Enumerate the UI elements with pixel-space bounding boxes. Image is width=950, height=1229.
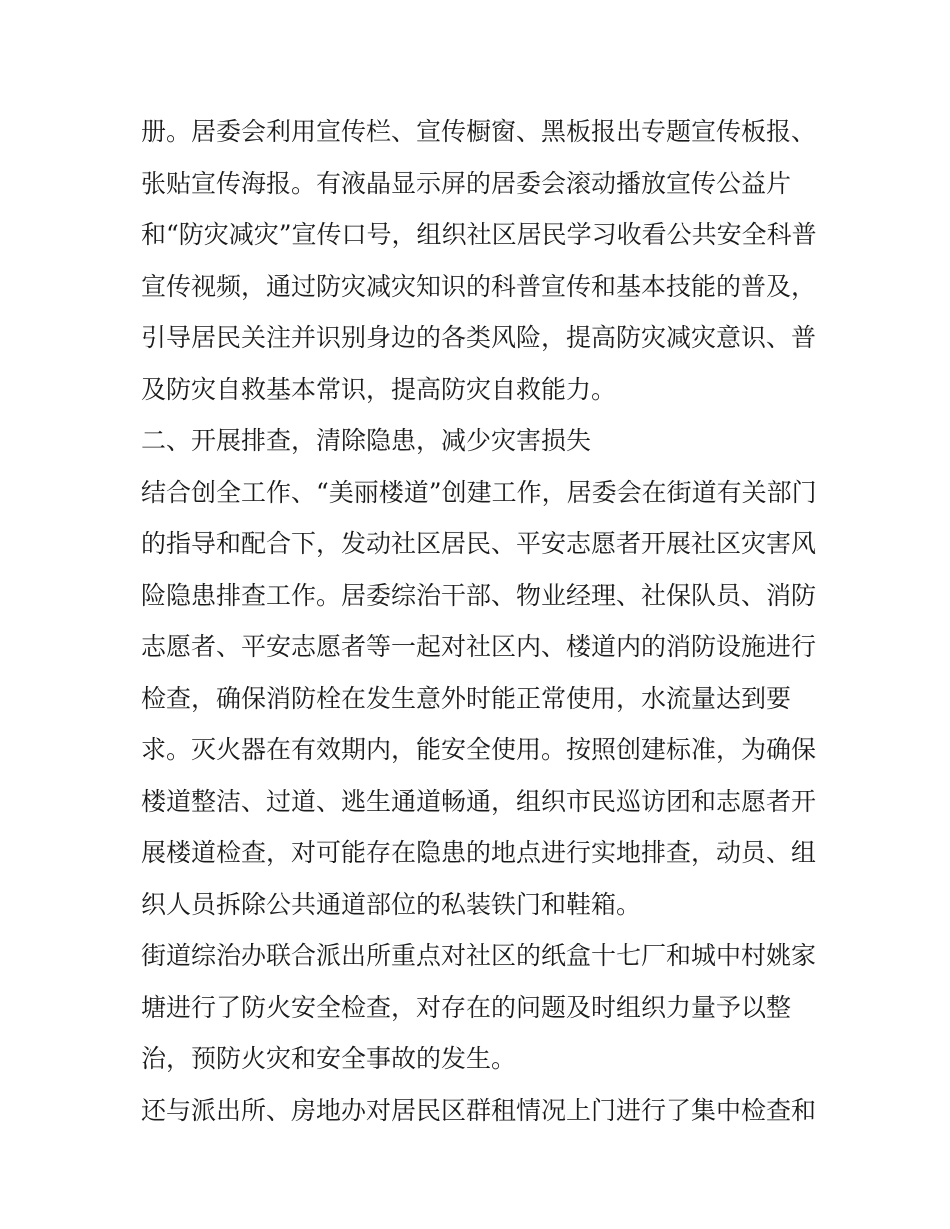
- text-line: 的指导和配合下，发动社区居民、平安志愿者开展社区灾害风: [141, 529, 817, 558]
- text-line: 引导居民关注并识别身边的各类风险，提高防灾减灾意识、普: [141, 323, 817, 352]
- text-line: 街道综治办联合派出所重点对社区的纸盒十七厂和城中村姚家: [141, 941, 817, 970]
- text-line: 治，预防火灾和安全事故的发生。: [141, 1044, 517, 1073]
- text-line: 展楼道检查，对可能存在隐患的地点进行实地排查，动员、组: [141, 838, 817, 867]
- document-body: [141, 106, 821, 1136]
- text-line: 结合创全工作、“美丽楼道”创建工作，居委会在街道有关部门: [141, 477, 817, 507]
- text-line: 和“防灾减灾”宣传口号，组织社区居民学习收看公共安全科普: [141, 220, 817, 249]
- text-line: 检查，确保消防栓在发生意外时能正常使用，水流量达到要: [141, 683, 792, 713]
- section-heading: 二、开展排查，清除隐患，减少灾害损失: [141, 426, 592, 455]
- text-line: 楼道整洁、过道、逃生通道畅通，组织市民巡访团和志愿者开: [141, 786, 817, 816]
- text-line: 志愿者、平安志愿者等一起对社区内、楼道内的消防设施进行: [141, 632, 817, 661]
- text-line: 还与派出所、房地办对居民区群租情况上门进行了集中检查和: [141, 1095, 817, 1125]
- text-line: 及防灾自救基本常识，提高防灾自救能力。: [141, 374, 617, 404]
- text-line: 织人员拆除公共通道部位的私装铁门和鞋箱。: [141, 889, 642, 919]
- text-line: 求。灭火器在有效期内，能安全使用。按照创建标准，为确保: [141, 735, 817, 764]
- text-line: 册。居委会利用宣传栏、宣传橱窗、黑板报出专题宣传板报、: [141, 117, 817, 146]
- text-line: 险隐患排查工作。居委综治干部、物业经理、社保队员、消防: [141, 580, 817, 610]
- text-line: 塘进行了防火安全检查，对存在的问题及时组织力量予以整: [141, 992, 792, 1022]
- text-line: 宣传视频，通过防灾减灾知识的科普宣传和基本技能的普及，: [141, 271, 817, 301]
- text-line: 张贴宣传海报。有液晶显示屏的居委会滚动播放宣传公益片: [141, 168, 792, 198]
